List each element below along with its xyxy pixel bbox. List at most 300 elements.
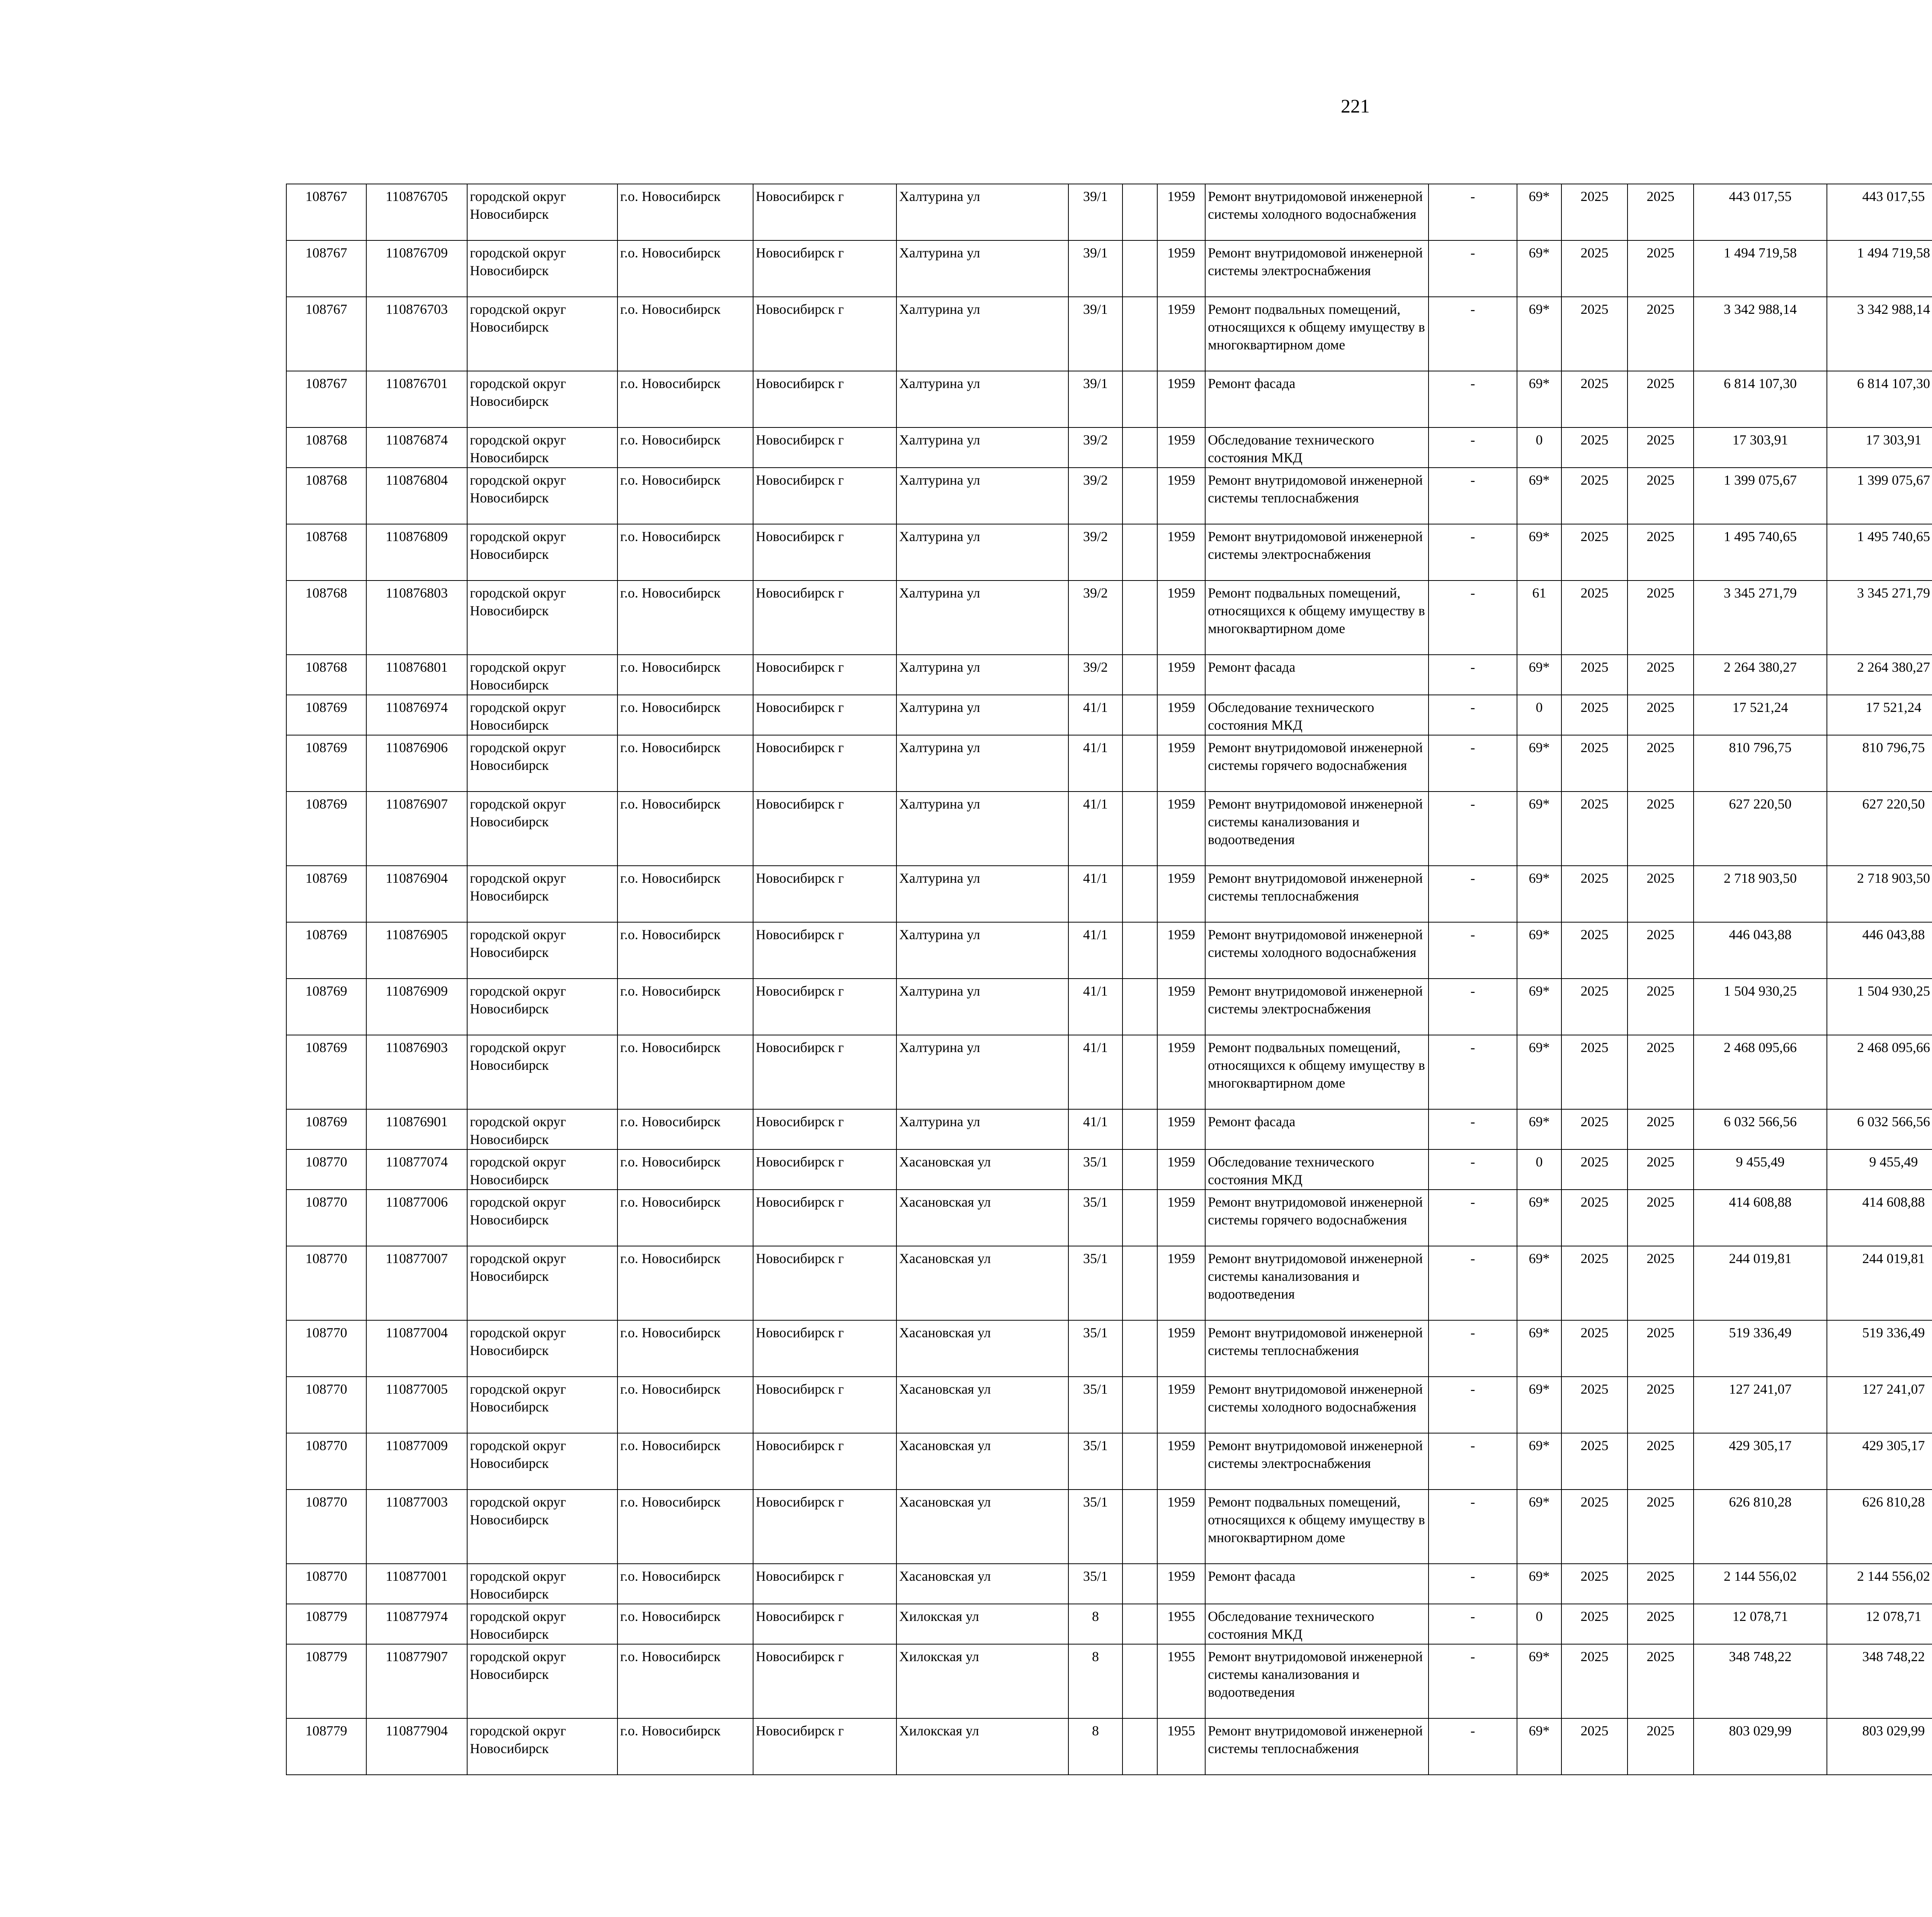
cell-street: Халтурина ул — [896, 735, 1068, 792]
cell-total-cost: 2 144 556,02 — [1694, 1564, 1827, 1604]
table-row — [286, 655, 1932, 695]
cell-work-id: 110876701 — [366, 371, 467, 427]
cell-municipal-district: г.о. Новосибирск — [617, 297, 753, 371]
cell-build-year: 1959 — [1157, 922, 1205, 979]
cell-house-number: 41/1 — [1068, 922, 1122, 979]
cell-build-year: 1959 — [1157, 735, 1205, 792]
cell-year-end: 2025 — [1628, 1604, 1694, 1644]
cell-total-cost: 12 078,71 — [1694, 1604, 1827, 1644]
cell-wear-percent: 69* — [1517, 240, 1561, 297]
cell-municipality: городской округ Новосибирск — [467, 866, 617, 922]
cell-building — [1122, 695, 1157, 735]
cell-work-type: Ремонт внутридомовой инженерной системы канализования и водоотведения — [1205, 1644, 1429, 1718]
cell-work-type: Обследование технического состояния МКД — [1205, 427, 1429, 468]
cell-work-type: Ремонт внутридомовой инженерной системы теплоснабжения — [1205, 468, 1429, 524]
cell-col-dash: - — [1429, 427, 1517, 468]
cell-street: Хилокская ул — [896, 1644, 1068, 1718]
cell-work-type: Ремонт внутридомовой инженерной системы теплоснабжения — [1205, 1320, 1429, 1377]
cell-house-number: 8 — [1068, 1644, 1122, 1718]
cell-municipal-district: г.о. Новосибирск — [617, 1377, 753, 1433]
cell-street: Халтурина ул — [896, 979, 1068, 1035]
cell-municipality: городской округ Новосибирск — [467, 1377, 617, 1433]
cell-wear-percent: 69* — [1517, 297, 1561, 371]
cell-building — [1122, 524, 1157, 581]
cell-settlement: Новосибирск г — [753, 184, 896, 240]
cell-house-number: 35/1 — [1068, 1490, 1122, 1564]
cell-work-id: 110876904 — [366, 866, 467, 922]
cell-work-type: Ремонт внутридомовой инженерной системы холодного водоснабжения — [1205, 184, 1429, 240]
cell-year-end: 2025 — [1628, 581, 1694, 655]
cell-work-type: Ремонт внутридомовой инженерной системы канализования и водоотведения — [1205, 792, 1429, 866]
cell-build-year: 1959 — [1157, 866, 1205, 922]
cell-year-start: 2025 — [1561, 1604, 1628, 1644]
cell-year-end: 2025 — [1628, 1109, 1694, 1149]
cell-col-dash: - — [1429, 1377, 1517, 1433]
cell-municipality: городской округ Новосибирск — [467, 1246, 617, 1320]
cell-build-year: 1959 — [1157, 1109, 1205, 1149]
table-row — [286, 866, 1932, 922]
cell-house-id: 108768 — [286, 427, 366, 468]
cell-municipality: городской округ Новосибирск — [467, 468, 617, 524]
cell-municipal-district: г.о. Новосибирск — [617, 1246, 753, 1320]
cell-col-dash: - — [1429, 655, 1517, 695]
cell-wear-percent: 69* — [1517, 1564, 1561, 1604]
cell-wear-percent: 69* — [1517, 1320, 1561, 1377]
cell-street: Халтурина ул — [896, 1109, 1068, 1149]
table-row — [286, 735, 1932, 792]
cell-work-id: 110877007 — [366, 1246, 467, 1320]
cell-year-end: 2025 — [1628, 866, 1694, 922]
cell-col-dash: - — [1429, 1718, 1517, 1775]
cell-house-id: 108769 — [286, 979, 366, 1035]
table-row — [286, 792, 1932, 866]
cell-municipality: городской округ Новосибирск — [467, 1149, 617, 1190]
cell-work-type: Ремонт внутридомовой инженерной системы холодного водоснабжения — [1205, 922, 1429, 979]
table-row — [286, 297, 1932, 371]
cell-municipal-district: г.о. Новосибирск — [617, 581, 753, 655]
cell-year-end: 2025 — [1628, 1149, 1694, 1190]
cell-total-cost: 626 810,28 — [1694, 1490, 1827, 1564]
cell-year-end: 2025 — [1628, 1246, 1694, 1320]
cell-wear-percent: 69* — [1517, 922, 1561, 979]
cell-work-id: 110877974 — [366, 1604, 467, 1644]
cell-house-id: 108779 — [286, 1718, 366, 1775]
cell-settlement: Новосибирск г — [753, 1149, 896, 1190]
cell-municipal-district: г.о. Новосибирск — [617, 735, 753, 792]
cell-cost-regional: 9 455,49 — [1827, 1149, 1932, 1190]
cell-cost-regional: 17 521,24 — [1827, 695, 1932, 735]
cell-settlement: Новосибирск г — [753, 297, 896, 371]
cell-year-end: 2025 — [1628, 979, 1694, 1035]
cell-work-id: 110876905 — [366, 922, 467, 979]
cell-settlement: Новосибирск г — [753, 581, 896, 655]
cell-col-dash: - — [1429, 1035, 1517, 1109]
cell-municipal-district: г.о. Новосибирск — [617, 1190, 753, 1246]
cell-house-number: 35/1 — [1068, 1246, 1122, 1320]
table-row — [286, 581, 1932, 655]
cell-year-start: 2025 — [1561, 1109, 1628, 1149]
cell-build-year: 1955 — [1157, 1604, 1205, 1644]
cell-municipal-district: г.о. Новосибирск — [617, 1490, 753, 1564]
cell-cost-regional: 244 019,81 — [1827, 1246, 1932, 1320]
cell-settlement: Новосибирск г — [753, 1246, 896, 1320]
cell-build-year: 1955 — [1157, 1644, 1205, 1718]
cell-house-number: 39/1 — [1068, 371, 1122, 427]
cell-street: Халтурина ул — [896, 468, 1068, 524]
cell-house-number: 39/2 — [1068, 581, 1122, 655]
cell-municipality: городской округ Новосибирск — [467, 1320, 617, 1377]
cell-house-id: 108767 — [286, 184, 366, 240]
cell-municipal-district: г.о. Новосибирск — [617, 1035, 753, 1109]
cell-cost-regional: 446 043,88 — [1827, 922, 1932, 979]
cell-settlement: Новосибирск г — [753, 427, 896, 468]
cell-building — [1122, 184, 1157, 240]
cell-house-id: 108770 — [286, 1246, 366, 1320]
cell-municipal-district: г.о. Новосибирск — [617, 524, 753, 581]
cell-year-end: 2025 — [1628, 922, 1694, 979]
cell-municipal-district: г.о. Новосибирск — [617, 1564, 753, 1604]
cell-wear-percent: 69* — [1517, 1035, 1561, 1109]
cell-col-dash: - — [1429, 1433, 1517, 1490]
cell-settlement: Новосибирск г — [753, 1035, 896, 1109]
cell-year-start: 2025 — [1561, 581, 1628, 655]
cell-building — [1122, 979, 1157, 1035]
cell-street: Халтурина ул — [896, 581, 1068, 655]
cell-build-year: 1959 — [1157, 581, 1205, 655]
cell-house-id: 108770 — [286, 1377, 366, 1433]
cell-house-id: 108768 — [286, 524, 366, 581]
cell-total-cost: 446 043,88 — [1694, 922, 1827, 979]
cell-work-id: 110876907 — [366, 792, 467, 866]
cell-building — [1122, 468, 1157, 524]
cell-total-cost: 1 504 930,25 — [1694, 979, 1827, 1035]
table-row — [286, 1149, 1932, 1190]
cell-municipality: городской округ Новосибирск — [467, 524, 617, 581]
cell-cost-regional: 443 017,55 — [1827, 184, 1932, 240]
cell-total-cost: 9 455,49 — [1694, 1149, 1827, 1190]
cell-work-id: 110877907 — [366, 1644, 467, 1718]
cell-cost-regional: 6 032 566,56 — [1827, 1109, 1932, 1149]
cell-municipal-district: г.о. Новосибирск — [617, 695, 753, 735]
cell-work-id: 110876903 — [366, 1035, 467, 1109]
cell-year-start: 2025 — [1561, 792, 1628, 866]
cell-build-year: 1959 — [1157, 371, 1205, 427]
cell-municipality: городской округ Новосибирск — [467, 581, 617, 655]
table-row — [286, 1490, 1932, 1564]
cell-municipality: городской округ Новосибирск — [467, 1109, 617, 1149]
cell-cost-regional: 519 336,49 — [1827, 1320, 1932, 1377]
table-row — [286, 1604, 1932, 1644]
cell-house-number: 41/1 — [1068, 1109, 1122, 1149]
cell-settlement: Новосибирск г — [753, 1490, 896, 1564]
cell-building — [1122, 1190, 1157, 1246]
cell-total-cost: 1 494 719,58 — [1694, 240, 1827, 297]
cell-building — [1122, 1490, 1157, 1564]
cell-municipality: городской округ Новосибирск — [467, 1604, 617, 1644]
cell-municipal-district: г.о. Новосибирск — [617, 1109, 753, 1149]
cell-build-year: 1959 — [1157, 1433, 1205, 1490]
cell-street: Халтурина ул — [896, 240, 1068, 297]
cell-work-id: 110876804 — [366, 468, 467, 524]
cell-house-id: 108769 — [286, 922, 366, 979]
cell-build-year: 1959 — [1157, 240, 1205, 297]
cell-street: Хасановская ул — [896, 1246, 1068, 1320]
cell-house-id: 108769 — [286, 866, 366, 922]
cell-col-dash: - — [1429, 1644, 1517, 1718]
cell-year-start: 2025 — [1561, 1377, 1628, 1433]
cell-house-number: 35/1 — [1068, 1149, 1122, 1190]
cell-work-type: Ремонт внутридомовой инженерной системы канализования и водоотведения — [1205, 1246, 1429, 1320]
cell-col-dash: - — [1429, 581, 1517, 655]
cell-municipal-district: г.о. Новосибирск — [617, 427, 753, 468]
cell-municipal-district: г.о. Новосибирск — [617, 184, 753, 240]
cell-municipal-district: г.о. Новосибирск — [617, 1604, 753, 1644]
cell-house-number: 39/2 — [1068, 427, 1122, 468]
cell-house-number: 41/1 — [1068, 979, 1122, 1035]
cell-municipality: городской округ Новосибирск — [467, 792, 617, 866]
cell-municipal-district: г.о. Новосибирск — [617, 922, 753, 979]
cell-house-id: 108769 — [286, 1109, 366, 1149]
cell-work-type: Ремонт внутридомовой инженерной системы холодного водоснабжения — [1205, 1377, 1429, 1433]
cell-build-year: 1955 — [1157, 1718, 1205, 1775]
cell-street: Хилокская ул — [896, 1718, 1068, 1775]
cell-work-id: 110876801 — [366, 655, 467, 695]
cell-municipality: городской округ Новосибирск — [467, 1718, 617, 1775]
cell-build-year: 1959 — [1157, 1490, 1205, 1564]
cell-build-year: 1959 — [1157, 524, 1205, 581]
cell-municipality: городской округ Новосибирск — [467, 427, 617, 468]
cell-build-year: 1959 — [1157, 184, 1205, 240]
cell-cost-regional: 2 718 903,50 — [1827, 866, 1932, 922]
cell-build-year: 1959 — [1157, 979, 1205, 1035]
cell-build-year: 1959 — [1157, 1377, 1205, 1433]
cell-work-id: 110877904 — [366, 1718, 467, 1775]
cell-total-cost: 627 220,50 — [1694, 792, 1827, 866]
cell-build-year: 1959 — [1157, 1190, 1205, 1246]
cell-build-year: 1959 — [1157, 1149, 1205, 1190]
cell-work-type: Ремонт подвальных помещений, относящихся к общему имуществу в многоквартирном доме — [1205, 297, 1429, 371]
cell-col-dash: - — [1429, 792, 1517, 866]
cell-house-number: 41/1 — [1068, 695, 1122, 735]
cell-work-type: Ремонт подвальных помещений, относящихся к общему имуществу в многоквартирном доме — [1205, 581, 1429, 655]
cell-build-year: 1959 — [1157, 1564, 1205, 1604]
cell-municipality: городской округ Новосибирск — [467, 655, 617, 695]
cell-total-cost: 17 303,91 — [1694, 427, 1827, 468]
cell-house-number: 8 — [1068, 1718, 1122, 1775]
cell-street: Халтурина ул — [896, 655, 1068, 695]
cell-house-id: 108770 — [286, 1433, 366, 1490]
cell-year-end: 2025 — [1628, 1377, 1694, 1433]
cell-settlement: Новосибирск г — [753, 468, 896, 524]
cell-year-start: 2025 — [1561, 427, 1628, 468]
cell-house-id: 108769 — [286, 695, 366, 735]
cell-col-dash: - — [1429, 1564, 1517, 1604]
cell-wear-percent: 0 — [1517, 1149, 1561, 1190]
cell-house-number: 35/1 — [1068, 1190, 1122, 1246]
cell-municipal-district: г.о. Новосибирск — [617, 1718, 753, 1775]
cell-building — [1122, 1377, 1157, 1433]
cell-building — [1122, 735, 1157, 792]
cell-build-year: 1959 — [1157, 1246, 1205, 1320]
cell-house-number: 35/1 — [1068, 1377, 1122, 1433]
cell-year-start: 2025 — [1561, 468, 1628, 524]
cell-building — [1122, 1035, 1157, 1109]
cell-total-cost: 127 241,07 — [1694, 1377, 1827, 1433]
cell-work-type: Обследование технического состояния МКД — [1205, 1149, 1429, 1190]
cell-house-id: 108770 — [286, 1320, 366, 1377]
cell-build-year: 1959 — [1157, 655, 1205, 695]
cell-street: Халтурина ул — [896, 922, 1068, 979]
table-row — [286, 468, 1932, 524]
cell-cost-regional: 2 468 095,66 — [1827, 1035, 1932, 1109]
cell-street: Халтурина ул — [896, 1035, 1068, 1109]
cell-wear-percent: 61 — [1517, 581, 1561, 655]
cell-work-id: 110877074 — [366, 1149, 467, 1190]
cell-house-number: 39/1 — [1068, 240, 1122, 297]
cell-cost-regional: 348 748,22 — [1827, 1644, 1932, 1718]
cell-municipality: городской округ Новосибирск — [467, 1644, 617, 1718]
cell-total-cost: 17 521,24 — [1694, 695, 1827, 735]
cell-house-number: 41/1 — [1068, 735, 1122, 792]
cell-work-type: Ремонт внутридомовой инженерной системы горячего водоснабжения — [1205, 1190, 1429, 1246]
cell-total-cost: 244 019,81 — [1694, 1246, 1827, 1320]
cell-municipal-district: г.о. Новосибирск — [617, 655, 753, 695]
cell-work-type: Ремонт внутридомовой инженерной системы теплоснабжения — [1205, 1718, 1429, 1775]
cell-total-cost: 803 029,99 — [1694, 1718, 1827, 1775]
cell-building — [1122, 1109, 1157, 1149]
cell-year-end: 2025 — [1628, 1490, 1694, 1564]
cell-municipality: городской округ Новосибирск — [467, 1433, 617, 1490]
cell-house-id: 108779 — [286, 1644, 366, 1718]
cell-municipal-district: г.о. Новосибирск — [617, 866, 753, 922]
cell-building — [1122, 427, 1157, 468]
cell-settlement: Новосибирск г — [753, 1190, 896, 1246]
table-row — [286, 1644, 1932, 1718]
table-row — [286, 979, 1932, 1035]
cell-building — [1122, 1644, 1157, 1718]
cell-work-type: Ремонт внутридомовой инженерной системы теплоснабжения — [1205, 866, 1429, 922]
cell-year-start: 2025 — [1561, 1644, 1628, 1718]
cell-work-id: 110876906 — [366, 735, 467, 792]
cell-street: Халтурина ул — [896, 297, 1068, 371]
cell-year-start: 2025 — [1561, 735, 1628, 792]
cell-municipal-district: г.о. Новосибирск — [617, 1433, 753, 1490]
cell-house-id: 108770 — [286, 1490, 366, 1564]
cell-col-dash: - — [1429, 1190, 1517, 1246]
cell-total-cost: 443 017,55 — [1694, 184, 1827, 240]
table-row — [286, 240, 1932, 297]
cell-year-end: 2025 — [1628, 371, 1694, 427]
cell-wear-percent: 69* — [1517, 468, 1561, 524]
cell-wear-percent: 69* — [1517, 371, 1561, 427]
cell-building — [1122, 1433, 1157, 1490]
cell-col-dash: - — [1429, 979, 1517, 1035]
cell-house-id: 108768 — [286, 655, 366, 695]
cell-total-cost: 414 608,88 — [1694, 1190, 1827, 1246]
cell-build-year: 1959 — [1157, 427, 1205, 468]
cell-municipal-district: г.о. Новосибирск — [617, 1644, 753, 1718]
cell-wear-percent: 69* — [1517, 1433, 1561, 1490]
cell-house-id: 108768 — [286, 468, 366, 524]
cell-wear-percent: 69* — [1517, 1246, 1561, 1320]
cell-settlement: Новосибирск г — [753, 240, 896, 297]
cell-settlement: Новосибирск г — [753, 735, 896, 792]
cell-total-cost: 2 468 095,66 — [1694, 1035, 1827, 1109]
cell-work-type: Ремонт внутридомовой инженерной системы электроснабжения — [1205, 240, 1429, 297]
cell-municipality: городской округ Новосибирск — [467, 735, 617, 792]
table-row — [286, 1377, 1932, 1433]
cell-build-year: 1959 — [1157, 297, 1205, 371]
cell-settlement: Новосибирск г — [753, 695, 896, 735]
table-row — [286, 922, 1932, 979]
cell-building — [1122, 1564, 1157, 1604]
cell-col-dash: - — [1429, 371, 1517, 427]
cell-work-id: 110876809 — [366, 524, 467, 581]
cell-building — [1122, 1149, 1157, 1190]
cell-wear-percent: 0 — [1517, 695, 1561, 735]
cell-total-cost: 1 495 740,65 — [1694, 524, 1827, 581]
cell-cost-regional: 626 810,28 — [1827, 1490, 1932, 1564]
cell-wear-percent: 69* — [1517, 1718, 1561, 1775]
cell-build-year: 1959 — [1157, 1035, 1205, 1109]
table-row — [286, 1320, 1932, 1377]
table-row — [286, 427, 1932, 468]
cell-work-id: 110877003 — [366, 1490, 467, 1564]
cell-building — [1122, 371, 1157, 427]
cell-house-number: 8 — [1068, 1604, 1122, 1644]
cell-house-id: 108770 — [286, 1149, 366, 1190]
cell-settlement: Новосибирск г — [753, 371, 896, 427]
cell-year-end: 2025 — [1628, 1035, 1694, 1109]
cell-street: Халтурина ул — [896, 184, 1068, 240]
cell-house-id: 108767 — [286, 297, 366, 371]
cell-wear-percent: 69* — [1517, 792, 1561, 866]
cell-building — [1122, 1604, 1157, 1644]
table-row — [286, 695, 1932, 735]
cell-col-dash: - — [1429, 468, 1517, 524]
cell-work-type: Обследование технического состояния МКД — [1205, 1604, 1429, 1644]
cell-municipality: городской округ Новосибирск — [467, 979, 617, 1035]
cell-street: Халтурина ул — [896, 427, 1068, 468]
cell-cost-regional: 627 220,50 — [1827, 792, 1932, 866]
cell-settlement: Новосибирск г — [753, 792, 896, 866]
cell-cost-regional: 2 144 556,02 — [1827, 1564, 1932, 1604]
cell-total-cost: 429 305,17 — [1694, 1433, 1827, 1490]
cell-house-id: 108769 — [286, 1035, 366, 1109]
cell-cost-regional: 17 303,91 — [1827, 427, 1932, 468]
cell-work-type: Ремонт фасада — [1205, 371, 1429, 427]
cell-year-start: 2025 — [1561, 1433, 1628, 1490]
cell-year-start: 2025 — [1561, 1320, 1628, 1377]
cell-building — [1122, 240, 1157, 297]
cell-build-year: 1959 — [1157, 468, 1205, 524]
cell-building — [1122, 581, 1157, 655]
cell-year-end: 2025 — [1628, 1320, 1694, 1377]
cell-total-cost: 3 345 271,79 — [1694, 581, 1827, 655]
cell-work-id: 110876874 — [366, 427, 467, 468]
cell-year-start: 2025 — [1561, 184, 1628, 240]
cell-year-end: 2025 — [1628, 524, 1694, 581]
cell-house-id: 108768 — [286, 581, 366, 655]
cell-settlement: Новосибирск г — [753, 1604, 896, 1644]
table-row — [286, 371, 1932, 427]
cell-cost-regional: 1 495 740,65 — [1827, 524, 1932, 581]
cell-work-type: Ремонт фасада — [1205, 1109, 1429, 1149]
cell-house-id: 108770 — [286, 1564, 366, 1604]
cell-col-dash: - — [1429, 735, 1517, 792]
cell-year-start: 2025 — [1561, 371, 1628, 427]
cell-year-end: 2025 — [1628, 427, 1694, 468]
